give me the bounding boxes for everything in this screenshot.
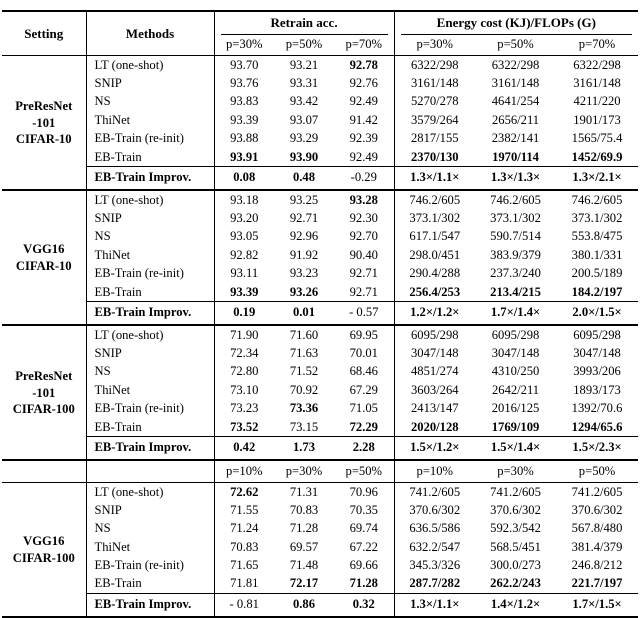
energy-flops-cell: 345.3/326: [409, 558, 461, 573]
method-cell: EB-Train (re-init): [86, 557, 214, 575]
improv-energy-cell: 1.5×/1.2×: [394, 437, 475, 460]
method-row: [2, 345, 638, 363]
energy-flops-cell: 2370/130: [410, 149, 459, 164]
retrain-acc-cell: 92.71: [334, 265, 394, 283]
retrain-acc-cell: 73.36: [289, 401, 319, 416]
energy-flops-cell: 1392/70.6: [571, 401, 623, 416]
retrain-acc-cell: 69.57: [289, 539, 319, 554]
method-cell: EB-Train: [86, 283, 214, 302]
retrain-acc-cell: 69.74: [334, 520, 394, 538]
retrain-acc-cell: 71.81: [230, 576, 259, 591]
retrain-acc-cell: 73.52: [230, 419, 259, 434]
energy-flops-cell: 3161/148: [573, 76, 621, 91]
method-row: [2, 400, 638, 418]
method-cell: LT (one-shot): [86, 483, 214, 502]
retrain-acc-cell: 72.80: [230, 364, 259, 379]
improv-energy-cell: 1.2×/1.2×: [394, 302, 475, 325]
energy-flops-cell: 221.7/197: [571, 576, 623, 591]
improv-row: [2, 167, 638, 190]
method-row: [2, 56, 638, 75]
retrain-acc-cell: 72.62: [230, 484, 259, 499]
energy-flops-cell: 3047/148: [573, 346, 621, 361]
method-row: [2, 210, 638, 228]
energy-flops-cell: 3047/148: [410, 346, 459, 361]
method-row: [2, 520, 638, 538]
subheader-cell: p=70%: [334, 35, 394, 56]
subheader-cell: p=30%: [475, 460, 556, 482]
method-row: [2, 75, 638, 93]
retrain-acc-cell: 71.28: [289, 521, 319, 536]
retrain-acc-cell: 93.25: [289, 192, 319, 207]
improv-energy-cell: 1.3×/1.1×: [394, 167, 475, 190]
energy-flops-cell: 380.1/331: [571, 247, 623, 262]
header-methods: Methods: [86, 11, 214, 56]
improv-acc-cell: 0.08: [214, 167, 274, 190]
retrain-acc-cell: 70.01: [334, 345, 394, 363]
method-row: [2, 501, 638, 519]
retrain-acc-cell: 93.21: [289, 57, 319, 72]
improv-label: EB-Train Improv.: [86, 594, 214, 617]
energy-flops-cell: 6322/298: [573, 57, 621, 72]
energy-flops-cell: 373.1/302: [409, 211, 461, 226]
method-row: [2, 283, 638, 302]
energy-flops-cell: 1901/173: [573, 112, 621, 127]
method-row: [2, 246, 638, 264]
method-cell: EB-Train (re-init): [86, 130, 214, 148]
energy-flops-cell: 3993/206: [573, 364, 621, 379]
energy-flops-cell: 590.7/514: [490, 229, 541, 244]
retrain-acc-cell: 93.07: [289, 112, 319, 127]
energy-flops-cell: 3161/148: [491, 76, 540, 91]
retrain-acc-cell: 93.11: [230, 266, 259, 281]
retrain-acc-cell: 93.05: [230, 229, 259, 244]
method-row: [2, 190, 638, 209]
improv-row: [2, 437, 638, 460]
subheader-cell: p=50%: [274, 35, 334, 56]
energy-flops-cell: 370.6/302: [490, 502, 541, 517]
retrain-acc-cell: 90.40: [334, 246, 394, 264]
retrain-acc-cell: 70.83: [230, 539, 259, 554]
table-body: [2, 56, 638, 617]
energy-flops-cell: 5270/278: [410, 94, 459, 109]
energy-flops-cell: 2413/147: [410, 401, 459, 416]
method-cell: SNIP: [86, 501, 214, 519]
improv-label: EB-Train Improv.: [86, 302, 214, 325]
retrain-acc-cell: 72.34: [230, 346, 259, 361]
energy-flops-cell: 2382/141: [491, 131, 540, 146]
retrain-acc-cell: 70.83: [289, 502, 319, 517]
energy-flops-cell: 6095/298: [573, 327, 621, 342]
energy-flops-cell: 746.2/605: [571, 192, 623, 207]
improv-acc-cell: - 0.57: [334, 302, 394, 325]
retrain-acc-cell: 67.29: [334, 381, 394, 399]
method-cell: SNIP: [86, 210, 214, 228]
energy-flops-cell: 3047/148: [491, 346, 540, 361]
energy-flops-cell: 632.2/547: [409, 539, 461, 554]
subheader-cell: p=70%: [556, 35, 638, 56]
retrain-acc-cell: 93.26: [289, 284, 319, 299]
subheader-cell: p=30%: [214, 35, 274, 56]
improv-label: EB-Train Improv.: [86, 167, 214, 190]
setting-gap-cell: [2, 460, 86, 482]
improv-acc-cell: 0.48: [274, 167, 334, 190]
retrain-acc-cell: 92.70: [334, 228, 394, 246]
energy-flops-cell: 300.0/273: [490, 558, 541, 573]
method-cell: SNIP: [86, 345, 214, 363]
method-row: [2, 363, 638, 381]
retrain-acc-cell: 92.49: [334, 148, 394, 167]
energy-flops-cell: 3579/264: [410, 112, 459, 127]
improv-energy-cell: 1.5×/2.3×: [556, 437, 638, 460]
mid-prune-ratio-header-row: [2, 460, 638, 482]
retrain-acc-cell: 71.31: [289, 484, 319, 499]
energy-flops-cell: 2656/211: [491, 112, 540, 127]
retrain-acc-cell: 93.23: [289, 266, 319, 281]
method-cell: EB-Train: [86, 418, 214, 437]
retrain-acc-cell: 71.55: [230, 502, 259, 517]
retrain-acc-cell: 92.71: [334, 283, 394, 302]
energy-flops-cell: 1970/114: [492, 149, 539, 164]
energy-flops-cell: 6322/298: [410, 57, 459, 72]
method-row: [2, 557, 638, 575]
energy-flops-cell: 370.6/302: [571, 502, 623, 517]
retrain-acc-cell: 91.92: [289, 247, 319, 262]
energy-flops-cell: 3161/148: [410, 76, 459, 91]
energy-flops-cell: 1769/109: [491, 419, 540, 434]
energy-flops-cell: 746.2/605: [409, 192, 461, 207]
energy-flops-cell: 383.9/379: [490, 247, 541, 262]
retrain-acc-cell: 93.88: [230, 131, 259, 146]
header-setting: Setting: [2, 11, 86, 56]
improv-acc-cell: 0.32: [334, 594, 394, 617]
method-cell: EB-Train (re-init): [86, 265, 214, 283]
retrain-acc-cell: 70.96: [334, 483, 394, 502]
energy-flops-cell: 567.8/480: [571, 521, 623, 536]
improv-energy-cell: 1.5×/1.4×: [475, 437, 556, 460]
energy-flops-cell: 2016/125: [491, 401, 540, 416]
retrain-acc-cell: 92.49: [334, 93, 394, 111]
improv-label: EB-Train Improv.: [86, 437, 214, 460]
method-row: [2, 148, 638, 167]
subheader-cell: p=50%: [556, 460, 638, 482]
retrain-acc-cell: 71.65: [230, 558, 259, 573]
retrain-acc-cell: 69.95: [334, 325, 394, 344]
method-cell: NS: [86, 93, 214, 111]
retrain-acc-cell: 68.46: [334, 363, 394, 381]
energy-flops-cell: 746.2/605: [490, 192, 541, 207]
retrain-acc-cell: 93.31: [289, 76, 319, 91]
retrain-acc-cell: 93.20: [230, 211, 259, 226]
retrain-acc-cell: 93.90: [289, 149, 319, 164]
energy-flops-cell: 213.4/215: [490, 284, 541, 299]
retrain-acc-cell: 92.96: [289, 229, 319, 244]
subheader-cell: p=30%: [274, 460, 334, 482]
method-row: [2, 93, 638, 111]
method-row: [2, 228, 638, 246]
improv-row: [2, 302, 638, 325]
improv-energy-cell: 1.7×/1.4×: [475, 302, 556, 325]
energy-flops-cell: 2642/211: [491, 382, 540, 397]
retrain-acc-cell: 73.15: [289, 419, 319, 434]
method-row: [2, 325, 638, 344]
method-cell: EB-Train: [86, 575, 214, 594]
retrain-acc-cell: 92.71: [289, 211, 319, 226]
retrain-acc-cell: 70.92: [289, 382, 319, 397]
retrain-acc-cell: 71.52: [289, 364, 319, 379]
energy-flops-cell: 2817/155: [410, 131, 459, 146]
energy-flops-cell: 1565/75.4: [571, 131, 623, 146]
retrain-acc-cell: 91.42: [334, 111, 394, 129]
energy-flops-cell: 184.2/197: [571, 284, 623, 299]
subheader-cell: p=10%: [214, 460, 274, 482]
retrain-acc-cell: 93.39: [230, 284, 259, 299]
retrain-acc-cell: 71.60: [289, 327, 319, 342]
method-row: [2, 381, 638, 399]
improv-acc-cell: -0.29: [334, 167, 394, 190]
energy-flops-cell: 6095/298: [410, 327, 459, 342]
improv-acc-cell: 0.42: [214, 437, 274, 460]
retrain-acc-cell: 93.70: [230, 57, 259, 72]
energy-flops-cell: 741.2/605: [571, 484, 623, 499]
energy-flops-cell: 237.3/240: [490, 266, 541, 281]
subheader-cell: p=50%: [334, 460, 394, 482]
retrain-acc-cell: 93.28: [334, 190, 394, 209]
method-cell: NS: [86, 520, 214, 538]
energy-flops-cell: 3603/264: [410, 382, 459, 397]
setting-cell: PreResNet -101 CIFAR-100: [2, 325, 86, 460]
header-retrain-acc-group: Retrain acc.: [214, 11, 394, 35]
method-cell: LT (one-shot): [86, 325, 214, 344]
retrain-acc-cell: 92.30: [334, 210, 394, 228]
setting-cell: PreResNet -101 CIFAR-10: [2, 56, 86, 191]
energy-flops-cell: 373.1/302: [571, 211, 623, 226]
improv-acc-cell: 0.86: [274, 594, 334, 617]
improv-energy-cell: 1.4×/1.2×: [475, 594, 556, 617]
retrain-acc-cell: 93.39: [230, 112, 259, 127]
energy-flops-cell: 290.4/288: [409, 266, 461, 281]
setting-cell: VGG16 CIFAR-10: [2, 190, 86, 325]
retrain-acc-cell: 72.17: [289, 576, 319, 591]
retrain-acc-cell: 71.48: [289, 558, 319, 573]
method-cell: SNIP: [86, 75, 214, 93]
energy-flops-cell: 1893/173: [573, 382, 621, 397]
energy-flops-cell: 200.5/189: [571, 266, 623, 281]
subheader-cell: p=30%: [394, 35, 475, 56]
improv-acc-cell: 0.19: [214, 302, 274, 325]
method-cell: EB-Train (re-init): [86, 400, 214, 418]
method-row: [2, 418, 638, 437]
energy-flops-cell: 4310/250: [491, 364, 540, 379]
method-cell: NS: [86, 228, 214, 246]
subheader-cell: p=50%: [475, 35, 556, 56]
retrain-acc-cell: 93.18: [230, 192, 259, 207]
energy-flops-cell: 6322/298: [491, 57, 540, 72]
method-row: [2, 130, 638, 148]
results-table: [2, 10, 638, 618]
method-row: [2, 538, 638, 556]
method-row: [2, 483, 638, 502]
improv-acc-cell: 2.28: [334, 437, 394, 460]
method-gap-cell: [86, 460, 214, 482]
energy-flops-cell: 1294/65.6: [571, 419, 623, 434]
header-energy-cost-group: Energy cost (KJ)/FLOPs (G): [394, 11, 638, 35]
improv-row: [2, 594, 638, 617]
retrain-acc-cell: 73.10: [230, 382, 259, 397]
retrain-acc-cell: 70.35: [334, 501, 394, 519]
retrain-acc-cell: 69.66: [334, 557, 394, 575]
retrain-acc-cell: 71.63: [289, 346, 319, 361]
retrain-acc-cell: 71.24: [230, 521, 259, 536]
retrain-acc-cell: 93.42: [289, 94, 319, 109]
improv-acc-cell: - 0.81: [214, 594, 274, 617]
improv-energy-cell: 1.7×/1.5×: [556, 594, 638, 617]
energy-flops-cell: 2020/128: [410, 419, 459, 434]
improv-acc-cell: 1.73: [274, 437, 334, 460]
retrain-acc-cell: 73.23: [230, 401, 259, 416]
retrain-acc-cell: 71.90: [230, 327, 259, 342]
energy-flops-cell: 1452/69.9: [571, 149, 623, 164]
energy-flops-cell: 246.8/212: [571, 558, 623, 573]
improv-energy-cell: 2.0×/1.5×: [556, 302, 638, 325]
energy-flops-cell: 568.5/451: [490, 539, 541, 554]
energy-flops-cell: 287.7/282: [409, 576, 461, 591]
method-cell: ThiNet: [86, 381, 214, 399]
method-cell: NS: [86, 363, 214, 381]
retrain-acc-cell: 71.05: [334, 400, 394, 418]
retrain-acc-cell: 72.29: [334, 418, 394, 437]
retrain-acc-cell: 92.82: [230, 247, 259, 262]
energy-flops-cell: 617.1/547: [409, 229, 461, 244]
retrain-acc-cell: 92.78: [334, 56, 394, 75]
improv-energy-cell: 1.3×/1.3×: [475, 167, 556, 190]
energy-flops-cell: 741.2/605: [409, 484, 461, 499]
subheader-cell: p=10%: [394, 460, 475, 482]
method-cell: EB-Train: [86, 148, 214, 167]
energy-flops-cell: 381.4/379: [571, 539, 623, 554]
retrain-acc-cell: 93.76: [230, 76, 259, 91]
retrain-acc-cell: 93.29: [289, 131, 319, 146]
setting-cell: VGG16 CIFAR-100: [2, 483, 86, 618]
method-cell: ThiNet: [86, 246, 214, 264]
retrain-acc-cell: 67.22: [334, 538, 394, 556]
retrain-acc-cell: 71.28: [334, 575, 394, 594]
method-cell: ThiNet: [86, 111, 214, 129]
energy-flops-cell: 4641/254: [491, 94, 540, 109]
method-row: [2, 265, 638, 283]
energy-flops-cell: 370.6/302: [409, 502, 461, 517]
energy-flops-cell: 262.2/243: [490, 576, 541, 591]
method-row: [2, 111, 638, 129]
energy-flops-cell: 592.3/542: [490, 521, 541, 536]
energy-flops-cell: 6095/298: [491, 327, 540, 342]
energy-flops-cell: 298.0/451: [409, 247, 461, 262]
improv-energy-cell: 1.3×/2.1×: [556, 167, 638, 190]
energy-flops-cell: 4211/220: [573, 94, 621, 109]
improv-energy-cell: 1.3×/1.1×: [394, 594, 475, 617]
energy-flops-cell: 741.2/605: [490, 484, 541, 499]
retrain-acc-cell: 92.39: [334, 130, 394, 148]
retrain-acc-cell: 92.76: [334, 75, 394, 93]
energy-flops-cell: 636.5/586: [409, 521, 461, 536]
improv-acc-cell: 0.01: [274, 302, 334, 325]
group-header-row: [2, 11, 638, 35]
retrain-acc-cell: 93.91: [230, 149, 259, 164]
energy-flops-cell: 4851/274: [410, 364, 459, 379]
energy-flops-cell: 373.1/302: [490, 211, 541, 226]
retrain-acc-cell: 93.83: [230, 94, 259, 109]
energy-flops-cell: 553.8/475: [571, 229, 623, 244]
table-header: [2, 11, 638, 56]
method-cell: LT (one-shot): [86, 56, 214, 75]
energy-flops-cell: 256.4/253: [409, 284, 461, 299]
method-cell: ThiNet: [86, 538, 214, 556]
method-cell: LT (one-shot): [86, 190, 214, 209]
